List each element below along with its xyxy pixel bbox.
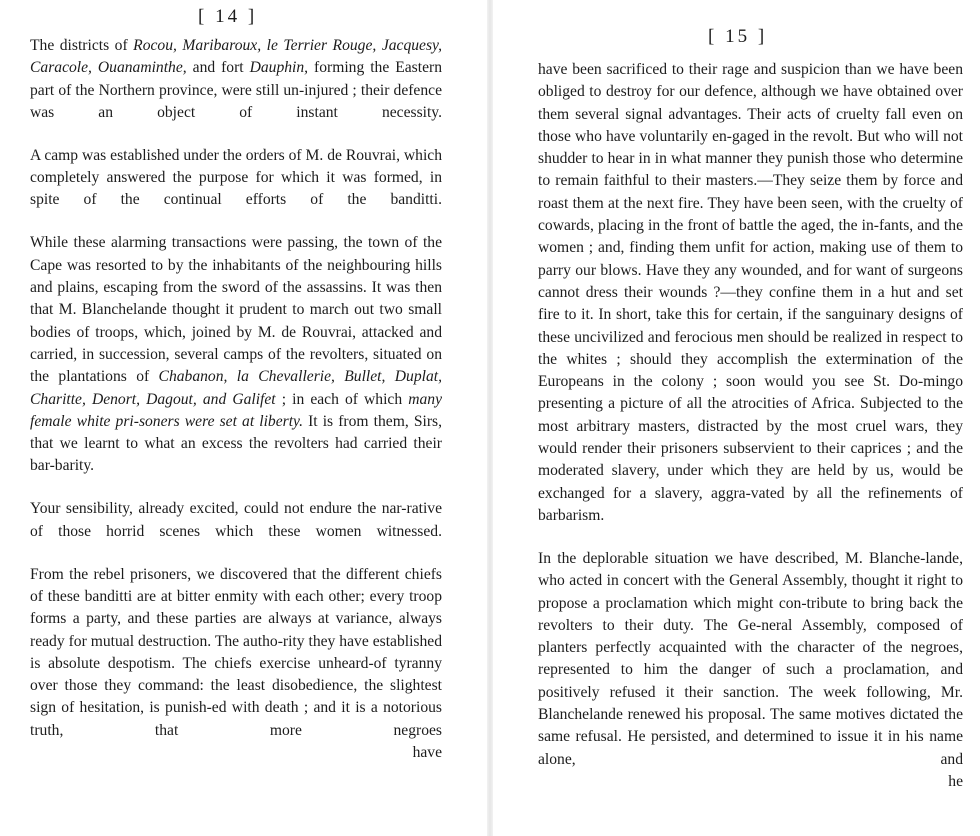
page-text [538,59,963,793]
text-run: and fort [186,59,250,77]
page-text [30,35,442,764]
text-run: A camp was established under the orders of M. de Rouvrai, which completely answered the purpose for which it was formed, in spite of the continual efforts of the banditti. [30,146,442,209]
paragraph [30,232,442,477]
text-run: While these alarming transactions were passing, the town of the Cape was resorted to by the inhabitants of the neighbouring hills and plains, escaping from the sword of the assassins. It was then that M. Blanchelande thought it prudent to march out two small bodies of troops, which, joined by M. de Rouvrai, attacked and carried, in succession, several camps of the revolters, situated on the plantations of [30,234,442,386]
text-run: many female white pri-soners were set at liberty. [30,390,442,430]
text-run: have been sacrificed to their rage and suspicion than we have been obliged to destroy for our defence, although we have obtained over them several signal advantages. Their acts of cruelty fall even on those who have voluntarily en-gaged in the revolt. But who will not shudder to hear in in what manner they punish those who determine to remain faithful to their masters.—They seize them by force and roast them at the next fire. They have been seen, with the cruelty of cowards, placing in the front of battle the aged, the in-fants, and the women ; and, finding them unfit for action, making use of them to parry our blows. Have they any wounded, and for want of surgeons cannot dress their wounds ?—they confine them in a hut and set fire to it. In short, take this for certain, if the sanguinary designs of these uncivilized and ferocious men should be realized in respect to the whites ; should they accomplish the extermination of the Europeans in the colony ; soon would you see St. Do-mingo presenting a picture of all the atrocities of Africa. Subjected to the most arbitrary masters, distracted by the most cruel wars, they would render their prisoners subservient to their caprices ; and the moderated slavery, under which they are held by us, would be exchanged for a slavery, aggra-vated by all the refinements of barbarism. [538,61,963,524]
text-run: forming the Eastern part of the Northern province, were still un-injured ; their defence was an object of instant necessity. [30,59,442,121]
paragraph [538,59,963,527]
text-run: The districts of [30,37,134,54]
paragraph [30,145,442,212]
catchword: have [412,744,442,762]
paragraph [30,498,442,543]
paragraph [30,35,442,124]
paragraph [538,548,963,771]
text-run: Rocou, Maribaroux, le Terrier Rouge, [133,37,377,54]
text-run: From the rebel prisoners, we discovered that the different chiefs of these banditti are at bitter enmity with each other; every troop forms a party, and these parties are always at variance, always ready for mutual destruction. The autho-rity they have established is absolute despotism. The chiefs exercise unheard-of tyranny over those they command: the least disobedience, the slightest sign of hesitation, is punish-ed with death ; and it is a notorious truth, that more negroes [30,565,442,739]
catchword: he [948,772,963,790]
paragraph [30,564,442,742]
text-run: ; in each of which [275,390,409,408]
right-page [490,0,980,836]
text-run: Your sensibility, already excited, could not endure the nar-rative of those horrid scenes which these women witnessed. [30,500,442,540]
text-run: Chabanon, la Chevallerie, Bullet, Duplat, Charitte, Denort, Dagout, and Galifet [30,368,442,408]
text-run: Dauphin, [249,59,309,77]
text-run: Jacquesy, Caracole, Ouanaminthe, [30,37,442,77]
page-number: [ 14 ] [198,6,258,27]
text-run: In the deplorable situation we have described, M. Blanche-lande, who acted in concert with the General Assembly, thought it right to propose a proclamation which might con-tribute to bring back the revolters to their duty. The Ge-neral Assembly, composed of planters perfectly acquainted with the character of the negroes, represented to him the danger of such a proclamation, and positively refused it their sanction. The week following, Mr. Blanchelande renewed his proposal. The same motives dictated the same refusal. He persisted, and determined to issue it in his name alone, and [538,549,963,768]
text-run: It is from them, Sirs, that we learnt to what an excess the revolters had carried their bar-barity. [30,412,442,475]
page-number: [ 15 ] [708,26,768,47]
